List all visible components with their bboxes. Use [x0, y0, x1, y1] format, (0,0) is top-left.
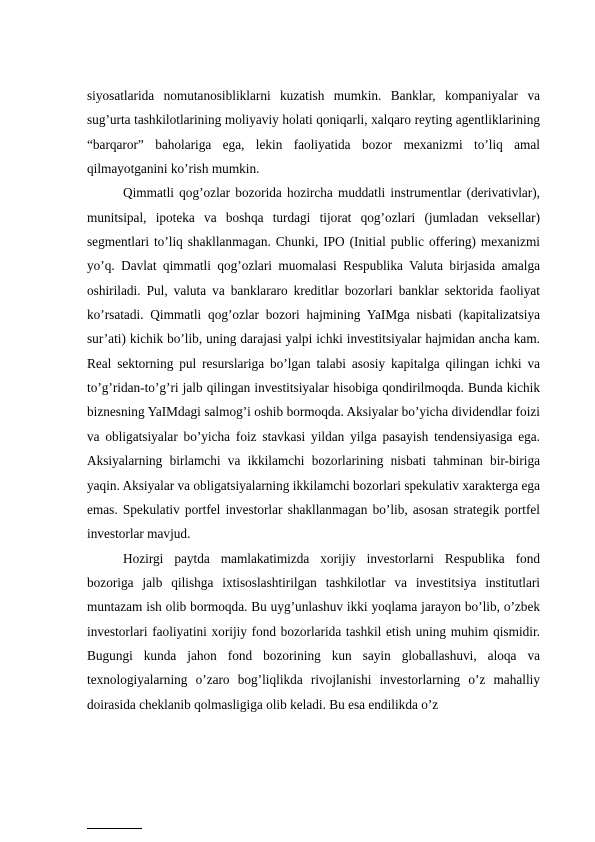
- paragraph-1: siyosatlarida nomutanosibliklarni kuzatish mumkin. Banklar, kompaniyalar va sug’urta tashkilotlarining moliyaviy holati qoniqarli, xalqaro reyting agentliklarining “barqaror” baholariga ega, lekin faoliyatida bozor mexanizmi to’liq amal qilmayotganini ko’rish mumkin.: [87, 88, 540, 177]
- paragraph-2: Qimmatli qog’ozlar bozorida hozircha muddatli instrumentlar (derivativlar), munitsipal, ipoteka va boshqa turdagi tijorat qog’ozlari (jumladan veksellar) segmentlari to’liq shakllanmagan. Chunki, IPO (Initial public offering) mexanizmi yo’q. Davlat qimmatli qog’ozlari muomalasi Respublika Valuta birjasida amalga oshiriladi. Pul, valuta va banklararo kreditlar bozorlari banklar sektorida faoliyat ko’rsatadi. Qimmatli qog’ozlar bozori hajmining YaIMga nisbati (kapitalizatsiya sur’ati) kichik bo’lib, uning darajasi yalpi ichki investitsiyalar hajmidan ancha kam. Real sektorning pul resurslariga bo’lgan talabi asosiy kapitalga qilingan ichki va to’g’ridan-to’g’ri jalb qilingan investitsiyalar hisobiga qondirilmoqda. Bunda kichik biznesning YaIMdagi salmog’i oshib bormoqda. Aksiyalar bo’yicha dividendlar foizi va obligatsiyalar bo’yicha foiz stavkasi yildan yilga pasayish tendensiyasiga ega. Aksiyalarning birlamchi va ikkilamchi bozorlarining nisbati tahminan bir-biriga yaqin. Aksiyalar va obligatsiyalarning ikkilamchi bozorlari spekulativ xarakterga ega emas. Spekulativ portfel investorlar shakllanmagan bo’lib, asosan strategik portfel investorlar mavjud.: [87, 185, 540, 542]
- body-text: [87, 84, 540, 717]
- footnote-separator: [87, 828, 142, 829]
- paragraph-3: Hozirgi paytda mamlakatimizda xorijiy investorlarni Respublika fond bozoriga jalb qilishga ixtisoslashtirilgan tashkilotlar va investitsiya institutlari muntazam ish olib bormoqda. Bu uyg’unlashuv ikki yoqlama jarayon bo’lib, o’zbek investorlari faoliyatini xorijiy fond bozorlarida tashkil etish uning muhim qismidir. Bugungi kunda jahon fond bozorining kun sayin globallashuvi, aloqa va texnologiyalarning o’zaro bog’liqlikda rivojlanishi investorlarning o’z mahalliy doirasida cheklanib qolmasligiga olib keladi. Bu esa endilikda o’z: [87, 550, 540, 712]
